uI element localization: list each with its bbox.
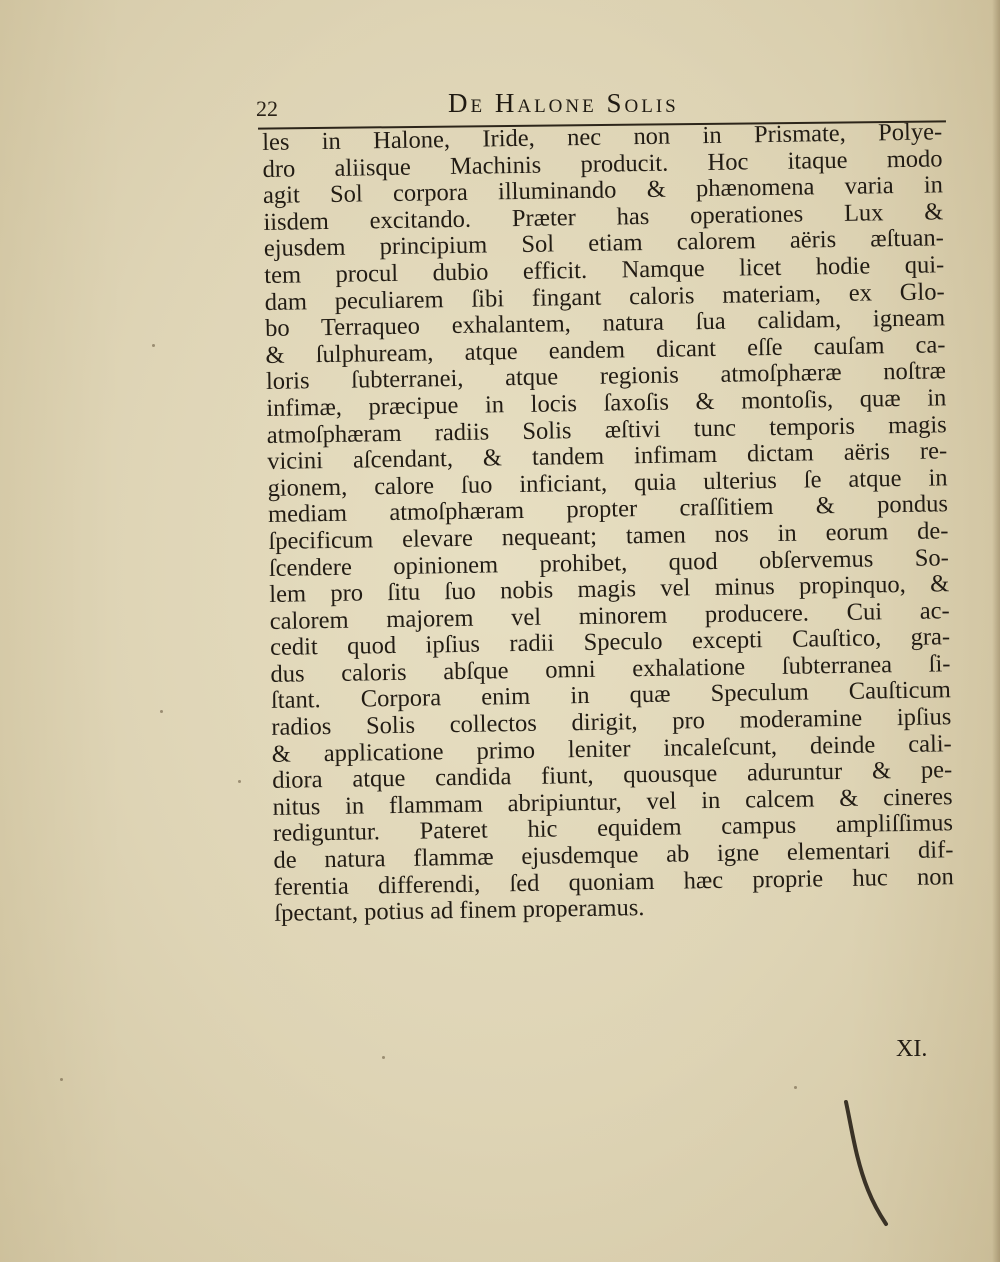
text-line: bo Terraqueo exhalantem, natura ſua calidam, igneam <box>264 304 946 343</box>
text-line: diora atque candida fiunt, quousque aduruntur & pe- <box>272 756 953 795</box>
page-number: 22 <box>256 96 278 121</box>
catchword: XI. <box>896 1036 928 1062</box>
paper-speck <box>60 1078 63 1081</box>
text-line: cedit quod ipſius radii Speculo excepti Cauſtico, gra- <box>269 623 951 662</box>
text-line: gionem, calore ſuo inficiant, quia ulterius ſe atque in <box>267 463 948 502</box>
text-line: atmoſphæram radiis Solis æſtivi tunc temporis magis <box>266 410 947 449</box>
paper-speck <box>794 1086 797 1089</box>
text-line: infimæ, præcipue in locis ſaxoſis & montoſis, quæ in <box>266 384 947 422</box>
text-line: & applicatione primo leniter incaleſcunt, deinde cali- <box>271 729 952 768</box>
page-edge-shadow <box>992 0 1000 1262</box>
text-line: dro aliisque Machinis producit. Hoc itaque modo <box>262 144 943 183</box>
text-line: tem procul dubio efficit. Namque licet hodie qui- <box>264 251 945 289</box>
text-line: nitus in flammam abripiuntur, vel in calcem & cineres <box>272 783 953 821</box>
text-line: dus caloris abſque omni exhalatione ſubterranea ſi- <box>270 650 951 688</box>
text-line: de natura flammæ ejusdemque ab igne elementari dif- <box>273 836 954 874</box>
paper-speck <box>160 710 163 713</box>
text-line: les in Halone, Iride, nec non in Prismate, Polye- <box>261 118 943 156</box>
text-line: radios Solis collectos dirigit, pro moderamine ipſius <box>271 703 952 741</box>
text-line: lem pro ſitu ſuo nobis magis vel minus propinquo, & <box>269 570 950 609</box>
text-line: rediguntur. Pateret hic equidem campus ampliſſimus <box>272 809 954 848</box>
running-head <box>252 86 942 124</box>
text-line: ferentia differendi, ſed quoniam hæc proprie huc non <box>273 862 955 901</box>
text-line: ejusdem principium Sol etiam calorem aëris æſtuan- <box>263 224 944 263</box>
text-line: iisdem excitando. Præter has operationes Lux & <box>263 198 944 236</box>
text-line: ſpecificum elevare nequeant; tamen nos in eorum de- <box>268 517 949 555</box>
body-text <box>262 119 954 927</box>
text-line: calorem majorem vel minorem producere. Cui ac- <box>269 596 950 635</box>
text-line: vicini aſcendant, & tandem infimam dictam aëris re- <box>266 437 948 476</box>
paper-speck <box>382 1056 385 1059</box>
text-line: dam peculiarem ſibi fingant caloris materiam, ex Glo- <box>264 277 945 316</box>
text-line: ſcendere opinionem prohibet, quod obſervemus So- <box>268 543 950 582</box>
ink-stroke-mark <box>838 1100 898 1230</box>
text-line: loris ſubterranei, atque regionis atmoſphæræ noſtræ <box>265 357 947 396</box>
paper-speck <box>238 780 241 783</box>
text-line: ſtant. Corpora enim in quæ Speculum Cauſticum <box>270 676 952 715</box>
text-line-last: ſpectant, potius ad finem properamus. <box>274 894 645 928</box>
paper-speck <box>152 344 155 347</box>
text-line: mediam atmoſphæram propter craſſitiem & pondus <box>267 490 949 529</box>
text-line: agit Sol corpora illuminando & phænomena varia in <box>262 171 944 210</box>
text-line: & ſulphuream, atque eandem dicant eſſe cauſam ca- <box>265 331 946 369</box>
running-title: De Halone Solis <box>448 88 679 118</box>
